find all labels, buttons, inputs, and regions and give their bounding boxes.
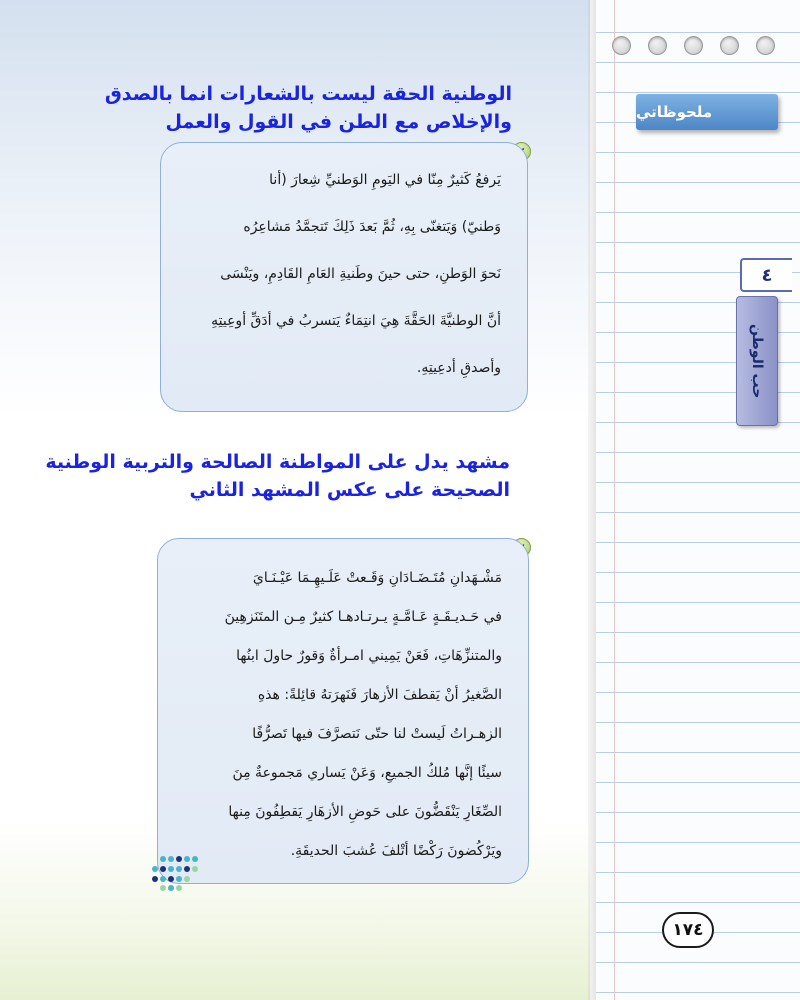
heading-line: والإخلاص مع الطن في القول والعمل xyxy=(165,111,512,133)
binder-ring-icon xyxy=(612,36,631,55)
ministry-logo-dots-icon xyxy=(152,856,198,892)
passage-box-3 xyxy=(157,538,529,884)
passage-line: ويَرْكُضونَ رَكْضًا أتْلفَ عُشبَ الحديقَةِ. xyxy=(290,843,502,859)
heading-true-patriotism xyxy=(104,80,512,136)
heading-good-citizenship-scene xyxy=(45,448,510,504)
binder-ring-icon xyxy=(756,36,775,55)
passage-line: سيئًا إنَّها مُلكُ الجميعِ، وَعَنْ يَساري مَجموعةٌ مِنَ xyxy=(232,765,502,781)
passage-line: الصَّغيرُ أنْ يَقطفَ الأزهارَ فَنَهرَتهُ قائِلةً: هذهِ xyxy=(257,687,502,703)
binder-rings xyxy=(612,36,792,60)
notes-tab xyxy=(636,94,778,130)
passage-line: الصِّغَارِ يَنْقَضُّونَ على حَوضِ الأزهَارِ يَقطِفُونَ مِنها xyxy=(228,804,502,820)
heading-line: الوطنية الحقة ليست بالشعارات انما بالصدق xyxy=(104,83,512,105)
passage-box-2 xyxy=(160,142,528,412)
heading-line: الصحيحة على عكس المشهد الثاني xyxy=(189,479,510,501)
chapter-tab xyxy=(736,296,778,426)
passage-line: وأصدقِ أدعِيتِهِ. xyxy=(416,360,501,376)
passage-line: الزهـراتُ لَيستْ لنا حتّى نَتصرَّفَ فيها تَصرُّفًا xyxy=(252,726,502,742)
passage-line: أنَّ الوطنيَّةَ الحَقَّةَ هِيَ انتِمَاءٌ يَتسربُ في أدَقِّ أوعِيتِهِ xyxy=(211,313,501,329)
passage-line: مَشْـهَدانِ مُتَـضَـادَانِ وَقَـعتْ عَلَـيهِـمَا عَيْـنَـايَ xyxy=(252,570,502,586)
chapter-number: ٤ xyxy=(740,258,792,292)
passage-line: والمتنزِّهَاتِ، فَعَنْ يَمِيني امـرأةٌ وَقورٌ حاولَ ابنُها xyxy=(236,648,502,664)
chapter-title: حب الوطن xyxy=(749,323,765,399)
passage-line: وَطنيّ) وَيَتغنّى بِهِ، ثُمَّ بَعدَ ذَلِكَ تَتجمَّدُ مَشاعِرُه xyxy=(243,219,501,235)
notebook-margin-line xyxy=(614,0,615,1000)
binder-ring-icon xyxy=(648,36,667,55)
heading-line: مشهد يدل على المواطنة الصالحة والتربية الوطنية xyxy=(45,451,510,473)
binder-ring-icon xyxy=(684,36,703,55)
notes-sidebar xyxy=(596,0,800,1000)
passage-line: في حَـديـقَـةٍ عَـامَّـةٍ يـرتـادهـا كثيرٌ مِـن المتَنَزهِينَ xyxy=(224,609,502,625)
passage-line: نَحوَ الوَطنِ، حتى حينَ وطَنيةِ العَامِ القَادِمِ، ويَنْسَى xyxy=(220,266,501,282)
notes-tab-label: ملحوظاتي xyxy=(636,103,713,121)
passage-line: يَرفعُ كَثيرٌ مِنّا في اليَومِ الوَطنيِّ شِعارَ (أنا xyxy=(269,172,501,188)
page-number: ١٧٤ xyxy=(662,912,714,948)
binder-ring-icon xyxy=(720,36,739,55)
